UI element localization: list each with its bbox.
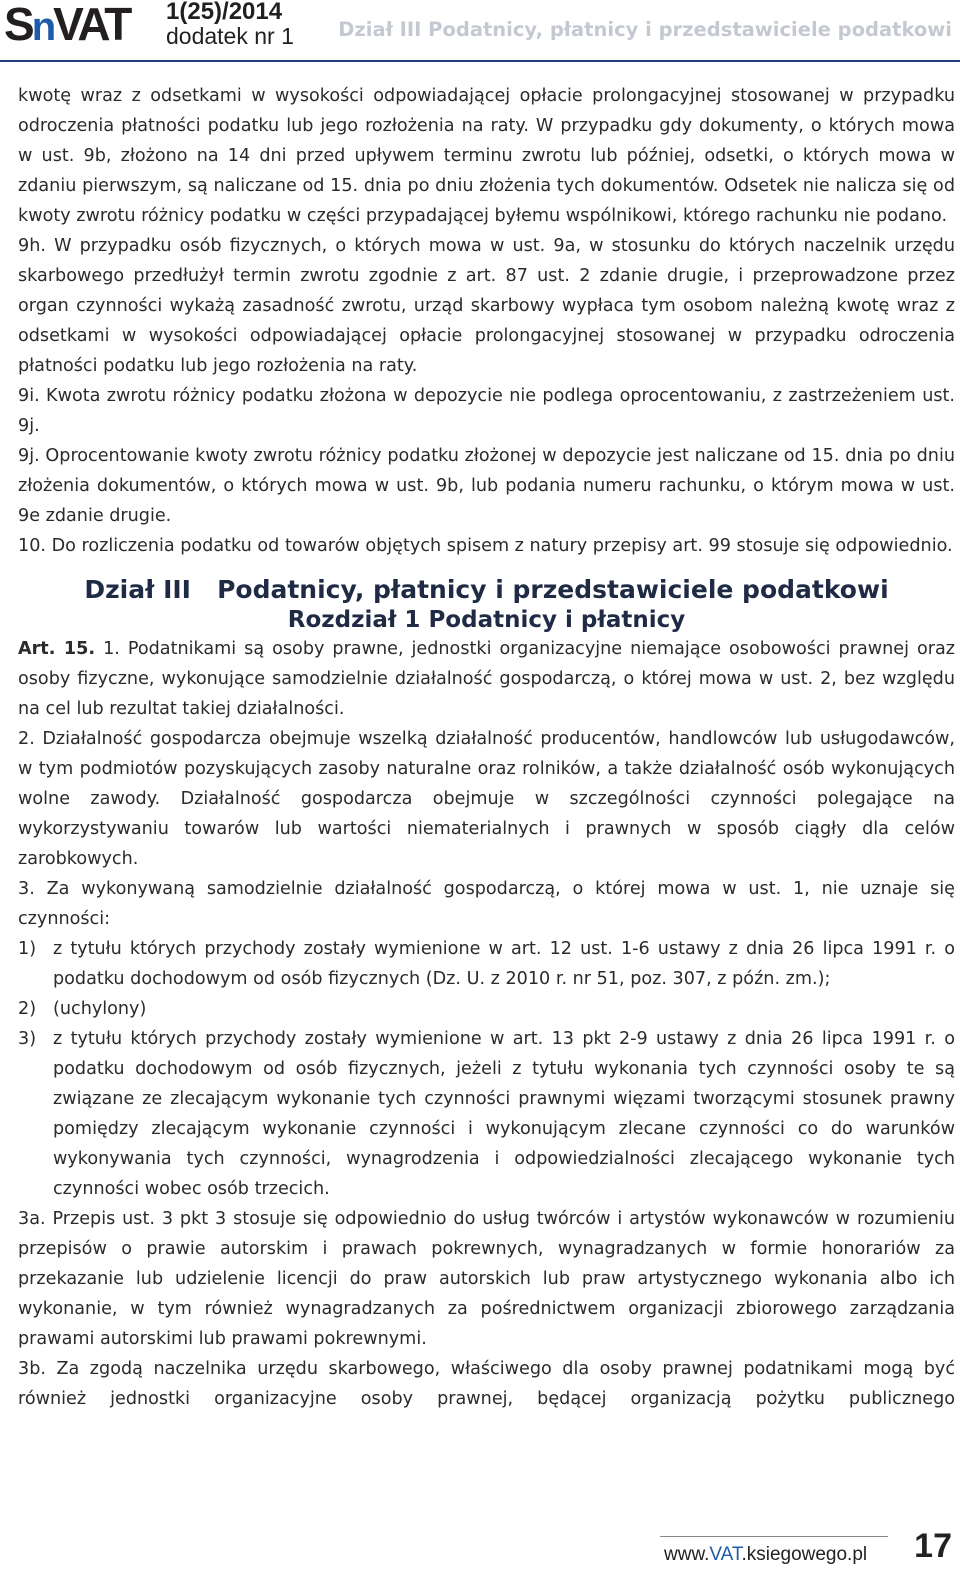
list-marker: 3) xyxy=(18,1029,37,1049)
list-text: z tytułu których przychody zostały wymienione w art. 13 pkt 2-9 ustawy z dnia 26 lipca 1991 r. o podatku dochodowym od osób fizycznych, jeżeli z tytułu wykonania tych czynności osoby te są związane ze zlecającym wykonanie tych czynności prawnymi więzami tworzącymi stosunek prawny pomiędzy zlecającym wykonanie czynności i wykonującym zlecane czynności co do warunków wykonywania tych czynności, wynagrodzenia i odpowiedzialności zlecającego wykonanie tych czynności wobec osób trzecich. xyxy=(53,1029,955,1199)
article-15-paragraph-3: 3. Za wykonywaną samodzielnie działalność gospodarczą, o której mowa w ust. 1, nie uznaje się czynności: xyxy=(18,879,955,929)
list-item xyxy=(18,994,955,1024)
list-marker: 1) xyxy=(18,939,37,959)
section-title: Dział III Podatnicy, płatnicy i przedstawiciele podatkowi xyxy=(84,575,889,604)
page-number: 17 xyxy=(914,1527,952,1565)
url-vat: VAT xyxy=(709,1544,742,1565)
article-body xyxy=(18,81,955,1414)
paragraph-continuation: kwotę wraz z odsetkami w wysokości odpowiadającej opłacie prolongacyjnej stosowanej w przypadku odroczenia płatności podatku lub jego rozłożenia na raty. W przypadku gdy dokumenty, o których mowa w ust. 9b, złożono na 14 dni przed upływem terminu zwrotu lub później, odsetki, o których mowa w zdaniu pierwszym, są naliczane od 15. dnia po dniu złożenia tych dokumentów. Odsetek nie nalicza się od kwoty zwrotu różnicy podatku w części przypadającej byłemu wspólnikowi, którego rachunku nie podano. xyxy=(18,86,955,226)
chapter-title: Rozdział 1 Podatnicy i płatnicy xyxy=(287,607,686,633)
list-item xyxy=(18,934,955,994)
paragraph-9h: 9h. W przypadku osób fizycznych, o których mowa w ust. 9a, w stosunku do których naczelnik urzędu skarbowego przedłużył termin zwrotu zgodnie z art. 87 ust. 2 zdanie drugie, i przeprowadzone przez organ czynności wykażą zasadność zwrotu, urząd skarbowy wypłaca tym osobom należną kwotę wraz z odsetkami w wysokości odpowiadającej opłacie prolongacyjnej stosowanej w przypadku odroczenia płatności podatku lub jego rozłożenia na raty. xyxy=(18,236,955,376)
article-15-paragraph-3a: 3a. Przepis ust. 3 pkt 3 stosuje się odpowiednio do usług twórców i artystów wykonawców w rozumieniu przepisów o prawie autorskim i prawach pokrewnych, wynagradzanych w formie honorariów za przekazanie lub udzielenie licencji do praw autorskich lub praw artystycznego wykonania albo ich wykonanie, w tym również wynagradzanych za pośrednictwem organizacji zbiorowego zarządzania prawami autorskimi lub prawami pokrewnymi. xyxy=(18,1209,955,1349)
running-section-title: Dział III Podatnicy, płatnicy i przedstawiciele podatkowi xyxy=(338,18,952,41)
list-text: (uchylony) xyxy=(53,999,147,1019)
logo-letter-n: n xyxy=(31,5,54,49)
url-suffix: .ksiegowego.pl xyxy=(741,1544,868,1565)
paragraph-9j: 9j. Oprocentowanie kwoty zwrotu różnicy podatku złożonej w depozycie jest naliczane od 15. dnia po dniu złożenia dokumentów, o których mowa w ust. 9b, lub podania numeru rachunku, o którym mowa w ust. 9e zdanie drugie. xyxy=(18,446,955,526)
issue-info xyxy=(166,0,294,48)
article-label: Art. 15. xyxy=(18,639,96,659)
url-prefix: www. xyxy=(664,1544,710,1565)
issue-number: 1(25)/2014 xyxy=(166,0,283,25)
article-15-paragraph-2: 2. Działalność gospodarcza obejmuje wszelką działalność producentów, handlowców lub usługodawców, w tym podmiotów pozyskujących zasoby naturalne oraz rolników, a także działalność osób wykonujących wolne zawody. Działalność gospodarcza obejmuje w szczególności czynności polegające na wykorzystywaniu towarów lub wartości niematerialnych i prawnych w sposób ciągły dla celów zarobkowych. xyxy=(18,729,955,869)
logo-letter-s: S xyxy=(4,0,32,50)
article-15-paragraph-1 xyxy=(18,634,955,724)
paragraph-9i: 9i. Kwota zwrotu różnicy podatku złożona w depozycie nie podlega oprocentowaniu, z zastrzeżeniem ust. 9j. xyxy=(18,386,955,436)
footer-website-link[interactable] xyxy=(664,1544,867,1566)
list-text: z tytułu których przychody zostały wymienione w art. 12 ust. 1-6 ustawy z dnia 26 lipca 1991 r. o podatku dochodowym od osób fizycznych (Dz. U. z 2010 r. nr 51, poz. 307, z późn. zm.); xyxy=(53,939,955,989)
page-header xyxy=(0,0,960,62)
issue-supplement: dodatek nr 1 xyxy=(166,23,294,49)
logo-vat: VAT xyxy=(53,0,130,50)
paragraph-10: 10. Do rozliczenia podatku od towarów objętych spisem z natury przepisy art. 99 stosuje się odpowiednio. xyxy=(18,536,953,556)
list-marker: 2) xyxy=(18,999,37,1019)
article-15-p1-text: 1. Podatnikami są osoby prawne, jednostki organizacyjne niemające osobowości prawnej oraz osoby fizyczne, wykonujące samodzielnie działalność gospodarczą, o której mowa w ust. 2, bez względu na cel lub rezultat takiej działalności. xyxy=(18,639,955,719)
footer-divider xyxy=(660,1536,888,1537)
list-item xyxy=(18,1024,955,1204)
article-15-paragraph-3b: 3b. Za zgodą naczelnika urzędu skarbowego, właściwego dla osoby prawnej podatnikami mogą być również jednostki organizacyjne osoby prawnej, będącej organizacją pożytku publicznego xyxy=(18,1359,955,1409)
svat-logo xyxy=(4,0,130,50)
section-heading xyxy=(18,574,955,634)
